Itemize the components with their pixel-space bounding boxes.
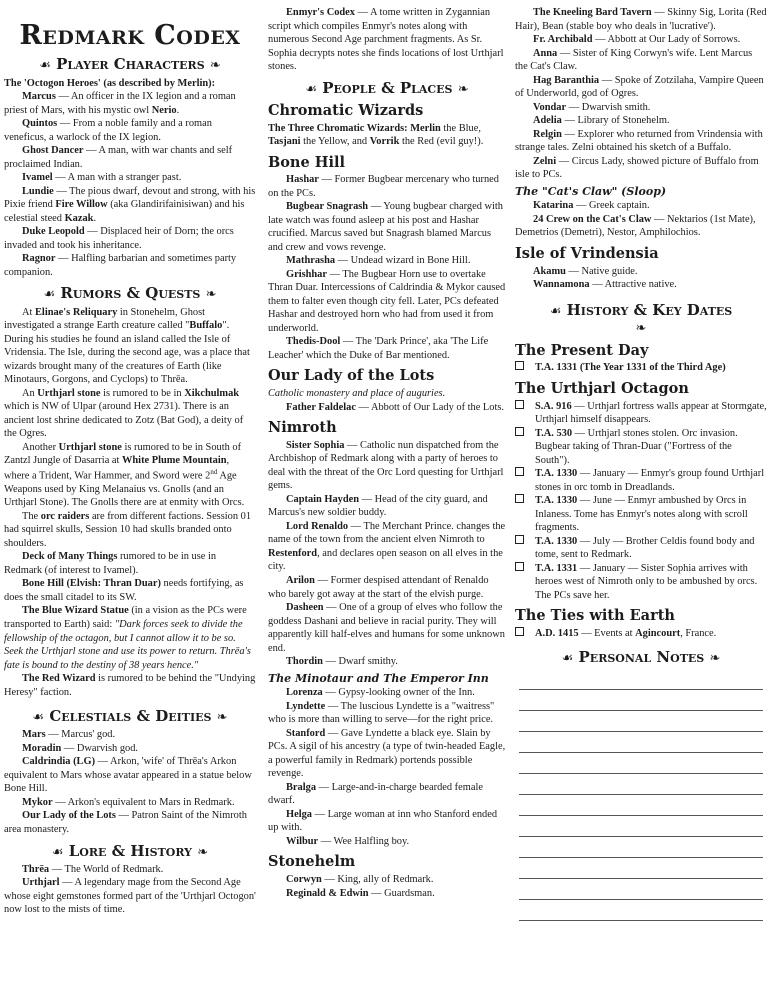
bone-hill-entry: Mathrasha — Undead wizard in Bone Hill. xyxy=(286,255,471,267)
lore-list xyxy=(4,863,256,917)
stonehelm-list xyxy=(268,873,506,900)
nimroth-entry: Thordin — Dwarf smithy. xyxy=(286,656,398,668)
lore-entry: Urthjarl — A legendary mage from the Second Age whose eight gemstones formed part of the 'Urthjarl Octogon' now lost to the mists of time. xyxy=(4,877,256,916)
heading-ties-earth: The Ties with Earth xyxy=(515,607,675,625)
heading-cats-claw: The "Cat's Claw" (Sloop) xyxy=(515,184,667,198)
date-entry: S.A. 916 — Urthjarl fortress walls appear at Stormgate, Urthjarl himself disappears. xyxy=(515,400,767,427)
page-title: Redmark Codex xyxy=(19,20,241,51)
date-entry: T.A. 1331 — January — Sister Sophia arrives with heroes west of Nimroth only to be ambushed by orcs. The PCs save her. xyxy=(515,562,767,603)
fleuron-left-icon: ☙ xyxy=(39,58,51,74)
present-list xyxy=(515,361,767,375)
pc-intro: The 'Octogon Heroes' (as described by Merlin): xyxy=(4,77,216,89)
pc-entry: Lundie — The pious dwarf, devout and strong, with his Pixie friend Fire Willow (aka Glandirifainisiwan) and his celestial steed Kazak. xyxy=(4,185,256,224)
heading-our-lady-lots: Our Lady of the Lots xyxy=(268,367,435,385)
deity-entry: Mars — Marcus' god. xyxy=(22,729,116,741)
column-2 xyxy=(268,6,506,900)
checkbox-icon[interactable] xyxy=(515,427,524,436)
fleuron-left-icon: ☙ xyxy=(43,287,56,303)
column-1 xyxy=(4,6,256,917)
lots-list xyxy=(268,401,506,415)
codex-entry: Enmyr's Codex — A tome written in Zygannian script which compiles Enmyr's notes along with numerous Second Age parchment fragments. As Sr. Sophia decrypts notes she finds locations of lost Urthjarl stones. xyxy=(268,7,504,73)
bone-hill-entry: Bugbear Snagrash — Young bugbear charged with late watch was found asleep at his post and Hashar crucified. Marcus saved but Snagrash blamed Marcus and crew and vows revenge. xyxy=(268,201,503,253)
checkbox-icon[interactable] xyxy=(515,467,524,476)
checkbox-icon[interactable] xyxy=(515,361,524,370)
deity-entry: Caldrindia (LG) — Arkon, 'wife' of Thrēa's Arkon equivalent to Mars whose avatar appeared in a statue below Bone Hill. xyxy=(4,756,252,795)
stonehelm-entry: Relgin — Explorer who returned from Vrindensia with strange tales. Zelni obtained his sketch of a Buffalo. xyxy=(515,128,763,154)
deity-entry: Mykor — Arkon's equivalent to Mars in Redmark. xyxy=(22,796,235,808)
date-entry: T.A. 1331 (The Year 1331 of the Third Age) xyxy=(515,361,767,375)
section-celestials: ☙ Celestials & Deities ❧ xyxy=(32,707,228,726)
inn-entry: Bralga — Large-and-in-charge bearded female dwarf. xyxy=(268,781,483,807)
nimroth-entry: Lord Renaldo — The Merchant Prince. changes the name of the town from the ancient elven Nimroth to Restenford, and declares open season on all elves in the city. xyxy=(268,520,506,573)
note-line[interactable] xyxy=(519,732,763,753)
stonehelm-entry: Reginald & Edwin — Guardsman. xyxy=(286,887,435,899)
note-line[interactable] xyxy=(519,774,763,795)
fleuron-right-icon: ❧ xyxy=(709,650,721,666)
stonehelm-entry: Fr. Archibald — Abbott at Our Lady of Sorrows. xyxy=(533,34,741,46)
nimroth-entry: Dasheen — One of a group of elves who follow the goddess Dashani and believe in racial purity. They will apparently kill half-elves and humans for some unknown end. xyxy=(268,602,505,654)
section-personal-notes: ☙ Personal Notes ❧ xyxy=(561,647,721,666)
heading-isle-vrindensia: Isle of Vrindensia xyxy=(515,244,659,262)
fleuron-left-icon: ☙ xyxy=(32,710,45,726)
celestials-list xyxy=(4,728,256,836)
octagon-list xyxy=(515,400,767,603)
pc-entry: Ghost Dancer — A man, with war chants and self proclaimed Indian. xyxy=(4,145,233,170)
fleuron-left-icon: ☙ xyxy=(51,844,64,860)
personal-notes-lines xyxy=(515,669,767,921)
bone-hill-entry: Hashar — Former Bugbear mercenary who turned on the PCs. xyxy=(268,174,499,199)
nimroth-entry: Sister Sophia — Catholic nun dispatched from the Archbishop of Redmark along with a party of heroes to deal with the threat of the Orc Lord questing for Urthjarl gems. xyxy=(268,439,504,492)
rumor-xikchulmak: An Urthjarl stone is rumored to be in Xikchulmak which is NW of Ulpar (around Hex 2731). There is an ancient lost shrine dedicated to Zotz (Bat God), a deity of the Ogres. xyxy=(4,387,244,440)
note-line[interactable] xyxy=(519,837,763,858)
fleuron-right-icon: ❧ xyxy=(205,287,217,303)
pc-entry: Marcus — An officer in the IX legion and a roman priest of Mars, with his mystic owl Nerio. xyxy=(4,91,236,116)
rumor-blue-wizard: The Blue Wizard Statue (in a vision as the PCs were transported to Earth) said: "Dark forces seek to divide the fellowship of the octagon, but I cannot allow it to be so. Seek the Urthjarl stone and use its power to return. Thrēa's fate is bound to the destiny of 38 years hence." xyxy=(4,605,251,671)
inn-entry: Stanford — Gave Lyndette a black eye. Slain by PCs. A sigil of his ancestry (a type of twin-headed Eagle, a powerful family in Redmark) portends possible revenge. xyxy=(268,727,506,780)
checkbox-icon[interactable] xyxy=(515,562,524,571)
note-line[interactable] xyxy=(519,690,763,711)
checkbox-icon[interactable] xyxy=(515,535,524,544)
section-people-places: ☙ People & Places ❧ xyxy=(305,78,469,97)
fleuron-left-icon: ☙ xyxy=(549,303,562,319)
note-line[interactable] xyxy=(519,669,763,690)
heading-stonehelm: Stonehelm xyxy=(268,853,356,871)
checkbox-icon[interactable] xyxy=(515,627,524,636)
bone-hill-entry: Grishhar — The Bugbear Horn use to overtake Thran Duar. Intercessions of Caldrindia & Mykor caused them to falter even though city fell. Later, PCs defeated Hashar and destroyed horn who had from used it from underworld. xyxy=(268,268,506,334)
note-line[interactable] xyxy=(519,900,763,921)
pc-list xyxy=(4,90,256,279)
date-entry: T.A. 530 — Urthjarl stones stolen. Orc invasion. Bugbear taking of Thran-Duar ("Fortress of the South"). xyxy=(515,427,767,468)
fleuron-left-icon: ☙ xyxy=(305,81,317,97)
inn-entry: Lyndette — The luscious Lyndette is a "waitress" who is more than willing to serve—for the right price. xyxy=(268,700,495,726)
heading-chromatic-wizards: Chromatic Wizards xyxy=(268,101,424,119)
heading-present-day: The Present Day xyxy=(515,341,649,359)
fleuron-right-icon: ❧ xyxy=(209,58,221,74)
date-entry: A.D. 1415 — Events at Agincourt, France. xyxy=(515,627,767,641)
heading-minotaur-inn: The Minotaur and The Emperor Inn xyxy=(268,671,489,685)
sloop-list xyxy=(515,199,767,240)
section-lore-history: ☙ Lore & History ❧ xyxy=(51,841,209,860)
pc-entry: Ivamel — A man with a stranger past. xyxy=(22,172,182,184)
lots-entry: Father Faldelac — Abbott of Our Lady of the Lots. xyxy=(286,401,504,413)
deity-entry: Our Lady of the Lots — Patron Saint of the Nimroth area monastery. xyxy=(4,810,247,835)
lots-description: Catholic monastery and place of auguries. xyxy=(268,388,446,400)
fleuron-right-icon: ❧ xyxy=(216,710,228,726)
stonehelm-entry: Hag Baranthia — Spoke of Zotzilaha, Vampire Queen of Underworld, god of Ogres. xyxy=(515,74,764,100)
pc-entry: Ragnor — Halfling barbarian and sometimes party companion. xyxy=(4,253,237,278)
fleuron-right-icon: ❧ xyxy=(635,319,647,335)
note-line[interactable] xyxy=(519,879,763,900)
heading-urthjarl-octagon: The Urthjarl Octagon xyxy=(515,379,689,397)
column-3 xyxy=(515,6,767,921)
bone-hill-entry: Thedis-Dool — The 'Dark Prince', aka 'The Life Leacher' which the Duke of Bar mentioned. xyxy=(268,336,489,361)
inn-entry: Helga — Large woman at inn who Stanford ended up with. xyxy=(268,808,498,834)
section-rumors-quests: ☙ Rumors & Quests ❧ xyxy=(43,284,217,303)
stonehelm-entry: Vondar — Dwarvish smith. xyxy=(533,101,651,113)
isle-list xyxy=(515,265,767,292)
sloop-entry: Katarina — Greek captain. xyxy=(533,200,650,212)
rumor-orc-raiders: The orc raiders are from different factions. Session 01 had squirrel skulls, Session 10 had skulls branded onto shoulders. xyxy=(4,510,252,549)
section-history-dates: ☙ History & Key Dates xyxy=(549,300,733,319)
fleuron-right-icon: ❧ xyxy=(457,81,469,97)
checkbox-icon[interactable] xyxy=(515,494,524,503)
nimroth-entry: Captain Hayden — Head of the city guard, and Marcus's new soldier buddy. xyxy=(268,493,488,519)
chromatic-entry: The Three Chromatic Wizards: Merlin the Blue, Tasjani the Yellow, and Vorrik the Red (evil guy!). xyxy=(268,122,484,148)
pc-entry: Duke Leopold — Displaced heir of Dorn; the orcs invaded and took his inheritance. xyxy=(4,226,234,251)
stonehelm-entry: Anna — Sister of King Corwyn's wife. Lent Marcus the Cat's Claw. xyxy=(515,47,753,73)
pc-entry: Quintos — From a noble family and a roman veneficus, a warlock of the IX legion. xyxy=(4,118,212,143)
stonehelm-cont-list xyxy=(515,6,767,182)
rumor-bone-hill: Bone Hill (Elvish: Thran Duar) needs fortifying, as does the small citadel to its SW. xyxy=(4,578,244,603)
heading-nimroth: Nimroth xyxy=(268,419,337,437)
date-entry: T.A. 1330 — July — Brother Celdis found body and tome, sent to Redmark. xyxy=(515,535,767,562)
isle-entry: Akamu — Native guide. xyxy=(533,265,638,277)
checkbox-icon[interactable] xyxy=(515,400,524,409)
lore-entry: Thrēa — The World of Redmark. xyxy=(22,863,164,875)
nimroth-entry: Arilon — Former despised attendant of Renaldo who barely got away at the start of the elvish purge. xyxy=(268,575,489,600)
note-line[interactable] xyxy=(519,795,763,816)
stonehelm-entry: Adelia — Library of Stonehelm. xyxy=(533,115,670,127)
nimroth-list xyxy=(268,439,506,669)
ties-list xyxy=(515,627,767,641)
isle-entry: Wannamona — Attractive native. xyxy=(533,279,677,291)
heading-bone-hill: Bone Hill xyxy=(268,153,345,171)
inn-entry: Lorenza — Gypsy-looking owner of the Inn. xyxy=(286,687,475,699)
note-line[interactable] xyxy=(519,816,763,837)
note-line[interactable] xyxy=(519,858,763,879)
stonehelm-entry: The Kneeling Bard Tavern — Skinny Sig, Lorita (Red Hair), Bean (stable boy who deals in 'lucrative'). xyxy=(515,7,767,32)
rumor-deck: Deck of Many Things rumored to be in use in Redmark (of interest to Ivamel). xyxy=(4,551,217,576)
date-entry: T.A. 1330 — June — Enmyr ambushed by Orcs in Inlaness. Tome has Enmyr's notes along with scroll fragments. xyxy=(515,494,767,535)
rumor-red-wizard: The Red Wizard is rumored to be behind the "Undying Heresy" faction. xyxy=(4,673,256,698)
stonehelm-entry: Zelni — Circus Lady, showed picture of Buffalo from isle to PCs. xyxy=(515,155,759,181)
inn-list xyxy=(268,686,506,848)
note-line[interactable] xyxy=(519,753,763,774)
fleuron-left-icon: ☙ xyxy=(561,650,574,666)
rumor-elinae: At Elinae's Reliquary in Stonehelm, Ghost investigated a strange Earth creature called "Buffalo". During his studies he found an island called the Isle of Vridensia. The Isle, during the second age, was a place that wizards brought many of the creatures of Earth (like Minotaurs, Gorgons, and Cyclops) to Thrēa. xyxy=(4,306,250,386)
fleuron-right-icon: ❧ xyxy=(197,844,209,860)
stonehelm-entry: Corwyn — King, ally of Redmark. xyxy=(286,874,434,886)
date-entry: T.A. 1330 — January — Enmyr's group found Urthjarl stones in orc tomb in Dreadlands. xyxy=(515,467,767,494)
bone-hill-list xyxy=(268,173,506,362)
rumor-white-plume: Another Urthjarl stone is rumored to be in South of Zantzl Jungle of Dasarria at White Plume Mountain, where a Trident, War Hammer, and Sword were 2nd Age Weapons used by King Melanaius vs. Gnolls (and an Urthjarl Stone). The Gnolls there are at enmity with Orcs. xyxy=(4,441,245,509)
inn-entry: Wilbur — Wee Halfling boy. xyxy=(286,835,410,847)
deity-entry: Moradin — Dwarvish god. xyxy=(22,742,139,754)
section-player-characters: ☙ Player Characters ❧ xyxy=(39,55,221,74)
note-line[interactable] xyxy=(519,711,763,732)
sloop-entry: 24 Crew on the Cat's Claw — Nektarios (1st Mate), Demetrios (Demetri), Nestor, Amphilochios. xyxy=(515,213,756,239)
